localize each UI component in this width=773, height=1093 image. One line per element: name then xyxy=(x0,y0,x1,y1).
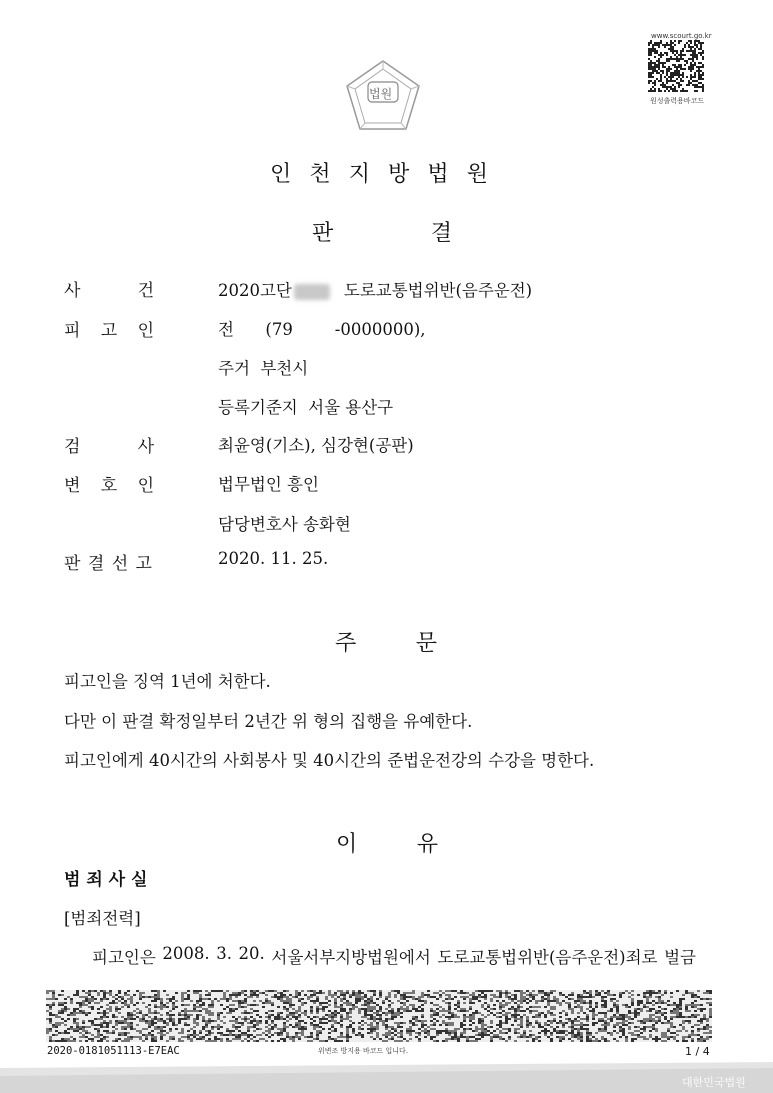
court-name-char: 원 xyxy=(466,162,488,187)
scourt-url: www.scourt.go.kr xyxy=(651,32,712,40)
order-line-3: 피고인에게 40시간의 사회봉사 및 40시간의 준법운전강의 수강을 명한다. xyxy=(64,751,595,770)
label-counsel: 변 호 인 xyxy=(64,476,154,496)
court-watermark: 대한민국법원 xyxy=(682,1076,746,1089)
criminal-record-heading: [범죄전력] xyxy=(64,909,141,928)
value-address: 주거 부천시 xyxy=(218,359,309,378)
label-prosecutor: 검 사 xyxy=(64,437,154,457)
doc-title-char: 판 xyxy=(312,221,334,246)
case-name: 도로교통법위반(음주운전) xyxy=(343,281,533,300)
case-number: 2020고단 xyxy=(218,281,292,300)
barcode-note: 위변조 방지용 바코드 입니다. xyxy=(318,1047,409,1055)
court-name-char: 인 xyxy=(270,162,292,187)
court-name-char: 지 xyxy=(348,162,370,187)
footer-band xyxy=(0,1062,773,1093)
court-name-char: 법 xyxy=(427,162,449,187)
document-title xyxy=(312,216,452,247)
seal-label: 법원 xyxy=(369,87,393,101)
criminal-record-line: 피고인은 2008. 3. 20. 서울서부지방법원에서 도로교통법위반(음주운전)죄로 벌금 xyxy=(92,944,696,967)
label-sentencing-date: 판 결 선 고 xyxy=(64,554,152,574)
court-name-char: 천 xyxy=(309,162,331,187)
page-indicator: 1 / 4 xyxy=(685,1045,710,1058)
order-line-2: 다만 이 판결 확정일부터 2년간 위 형의 집행을 유예한다. xyxy=(64,712,473,731)
label-defendant: 피 고 인 xyxy=(64,321,154,341)
value-case xyxy=(218,277,532,301)
value-prosecutor: 최윤영(기소), 심강현(공판) xyxy=(218,436,414,455)
value-attorney: 담당변호사 송화현 xyxy=(218,515,351,534)
order-heading: 주 문 xyxy=(335,631,437,656)
anti-forgery-barcode xyxy=(46,990,712,1042)
value-counsel: 법무법인 흥인 xyxy=(218,475,319,494)
value-registered-domicile: 등록기준지 서울 용산구 xyxy=(218,398,394,417)
redacted-case-number xyxy=(294,284,330,300)
doc-title-char: 결 xyxy=(430,221,452,246)
court-name xyxy=(270,157,488,188)
crime-facts-heading: 범 죄 사 실 xyxy=(64,870,148,890)
document-id: 2020-0181051113-E7EAC xyxy=(47,1045,180,1057)
qr-caption: 원성출력용바코드 xyxy=(650,97,705,105)
label-case: 사 건 xyxy=(64,281,154,301)
qr-code xyxy=(648,40,704,92)
order-line-1: 피고인을 징역 1년에 처한다. xyxy=(64,672,271,691)
court-name-char: 방 xyxy=(388,162,410,187)
reason-heading: 이 유 xyxy=(336,832,438,857)
value-defendant: 전 (79 -0000000), xyxy=(218,320,426,339)
value-sentencing-date: 2020. 11. 25. xyxy=(218,549,329,568)
